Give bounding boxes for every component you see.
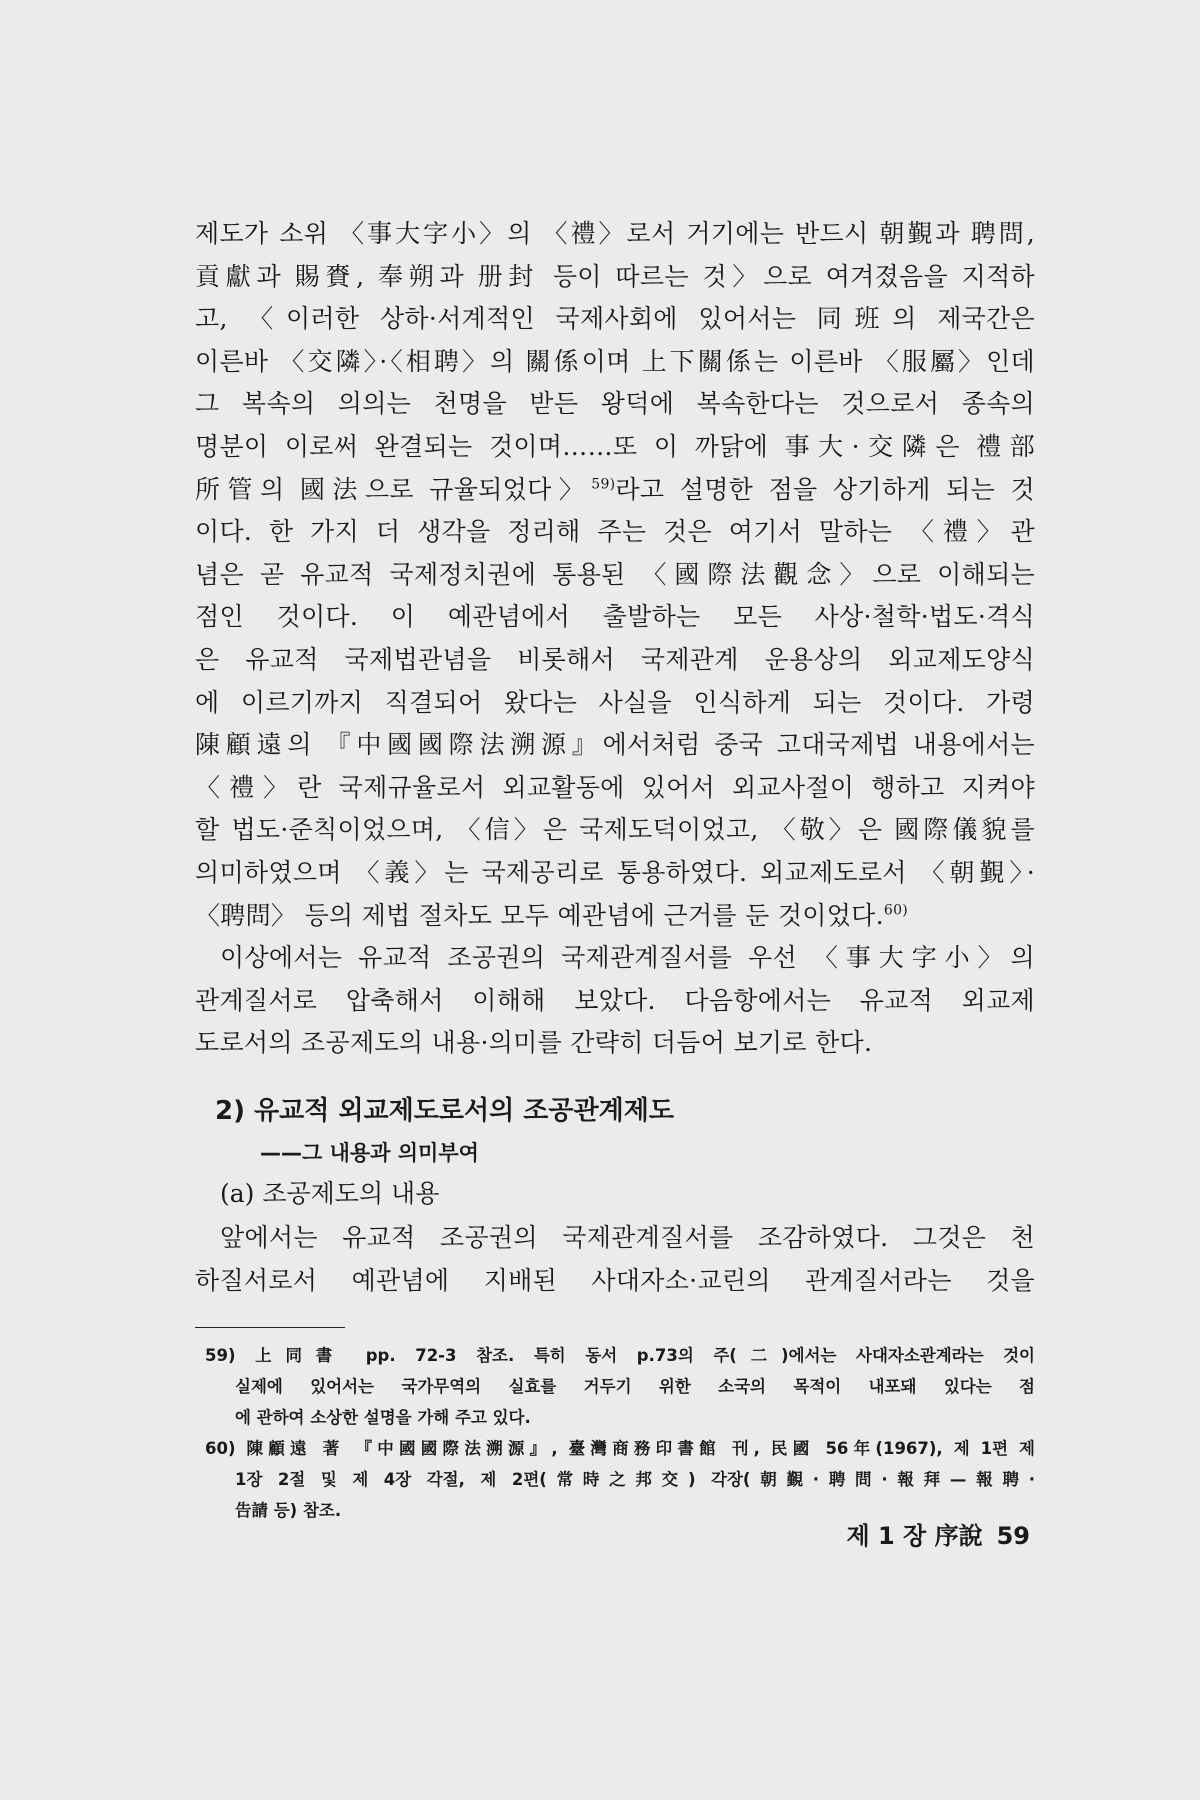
running-footer <box>780 1516 1030 1551</box>
footnote-60: 60) 陳顧遠 著 『中國國際法溯源』, 臺灣商務印書館 刊, 民國 56年(1967), 제 1편 제 <box>205 1439 1035 1458</box>
section-2 <box>195 1089 1035 1302</box>
text-line <box>195 469 1035 512</box>
footnote-59: 59) 上同書 pp. 72-3 참조. 특히 동서 p.73의 주(二)에서는 사대자소관계라는 것이 <box>205 1346 1035 1365</box>
section-paragraph <box>195 1217 1035 1302</box>
section-subheading: ——그 내용과 의미부여 <box>260 1141 479 1165</box>
footnote-ref-59: 59) <box>591 476 616 493</box>
text-line: 하질서로서 예관념에 지배된 사대자소·교린의 관계질서라는 것을 <box>195 1265 1035 1295</box>
footnote-60-cont: 1장 2절 및 제 4장 각절, 제 2편(常時之邦交) 각장(朝覲·聘問·報拜—報聘· <box>235 1470 1035 1489</box>
text-line: 명분이 이로써 완결되는 것이며……또 이 까닭에 事大·交隣은 禮部 <box>195 431 1035 461</box>
text-line: 할 법도·준칙이었으며, 〈信〉은 국제도덕이었고, 〈敬〉은 國際儀貌를 <box>195 815 1035 845</box>
footnote-59-cont: 실제에 있어서는 국가무역의 실효를 거두기 위한 소국의 목적이 내포돼 있다는 점 <box>235 1377 1035 1396</box>
footnote-ref-60: 60) <box>883 902 909 919</box>
text-line: 은 유교적 국제법관념을 비롯해서 국제관계 운용상의 외교제도양식 <box>195 644 1035 674</box>
text-line: 그 복속의 의의는 천명을 받든 왕덕에 복속한다는 것으로서 종속의 <box>195 389 1035 419</box>
text-line-part: 라고 설명한 점을 상기하게 되는 것 <box>615 474 1035 504</box>
footnote-divider <box>195 1327 345 1328</box>
text-line: 고, 〈이러한 상하·서계적인 국제사회에 있어서는 同班의 제국간은 <box>195 304 1035 334</box>
text-line: 도로서의 조공제도의 내용·의미를 간략히 더듬어 보기로 한다. <box>195 1028 873 1058</box>
footnote-60-cont: 告請 등) 참조. <box>235 1501 342 1520</box>
text-line: 에 이르기까지 직결되어 왔다는 사실을 인식하게 되는 것이다. 가령 <box>195 687 1035 717</box>
text-line: 陳顧遠의 『中國國際法溯源』에서처럼 중국 고대국제법 내용에서는 <box>195 730 1035 760</box>
text-line: 의미하였으며 〈義〉는 국제공리로 통용하였다. 외교제도로서 〈朝覲〉· <box>195 857 1035 887</box>
text-line: 이른바 〈交隣〉·〈相聘〉의 關係이며 上下關係는 이른바 〈服屬〉인데 <box>195 346 1035 376</box>
text-line: 제도가 소위 〈事大字小〉의 〈禮〉로서 거기에는 반드시 朝覲과 聘問, <box>195 219 1035 248</box>
text-line: 념은 곧 유교적 국제정치권에 통용된 〈國際法觀念〉으로 이해되는 <box>195 559 1035 589</box>
text-line-part: 〈聘問〉 등의 제법 절차도 모두 예관념에 근거를 둔 것이었다. <box>195 900 884 930</box>
text-line: 이상에서는 유교적 조공권의 국제관계질서를 우선 〈事大字小〉의 <box>220 943 1035 973</box>
body-text <box>195 213 1035 1065</box>
text-line: 앞에서는 유교적 조공권의 국제관계질서를 조감하였다. 그것은 천 <box>220 1223 1035 1252</box>
text-line <box>195 895 1035 938</box>
text-line: 점인 것이다. 이 예관념에서 출발하는 모든 사상·철학·법도·격식 <box>195 602 1035 632</box>
text-line: 貢獻과 賜賚, 奉朔과 册封 등이 따르는 것〉으로 여겨졌음을 지적하 <box>195 261 1035 291</box>
footnote-59-cont: 에 관하여 소상한 설명을 가해 주고 있다. <box>235 1408 531 1427</box>
text-line: 이다. 한 가지 더 생각을 정리해 주는 것은 여기서 말하는 〈禮〉관 <box>195 517 1035 547</box>
chapter-title: 제 1 장 序說 <box>846 1522 983 1550</box>
section-heading: 2) 유교적 외교제도로서의 조공관계제도 <box>215 1096 674 1126</box>
page-number: 59 <box>996 1522 1030 1550</box>
footnotes <box>205 1340 1035 1526</box>
text-line: 관계질서로 압축해서 이해해 보았다. 다음항에서는 유교적 외교제 <box>195 985 1035 1015</box>
subsection-heading: (a) 조공제도의 내용 <box>220 1179 440 1208</box>
text-line: 〈禮〉란 국제규율로서 외교활동에 있어서 외교사절이 행하고 지켜야 <box>195 772 1035 802</box>
text-line-part: 所管의 國法으로 규율되었다〉 <box>195 474 592 504</box>
